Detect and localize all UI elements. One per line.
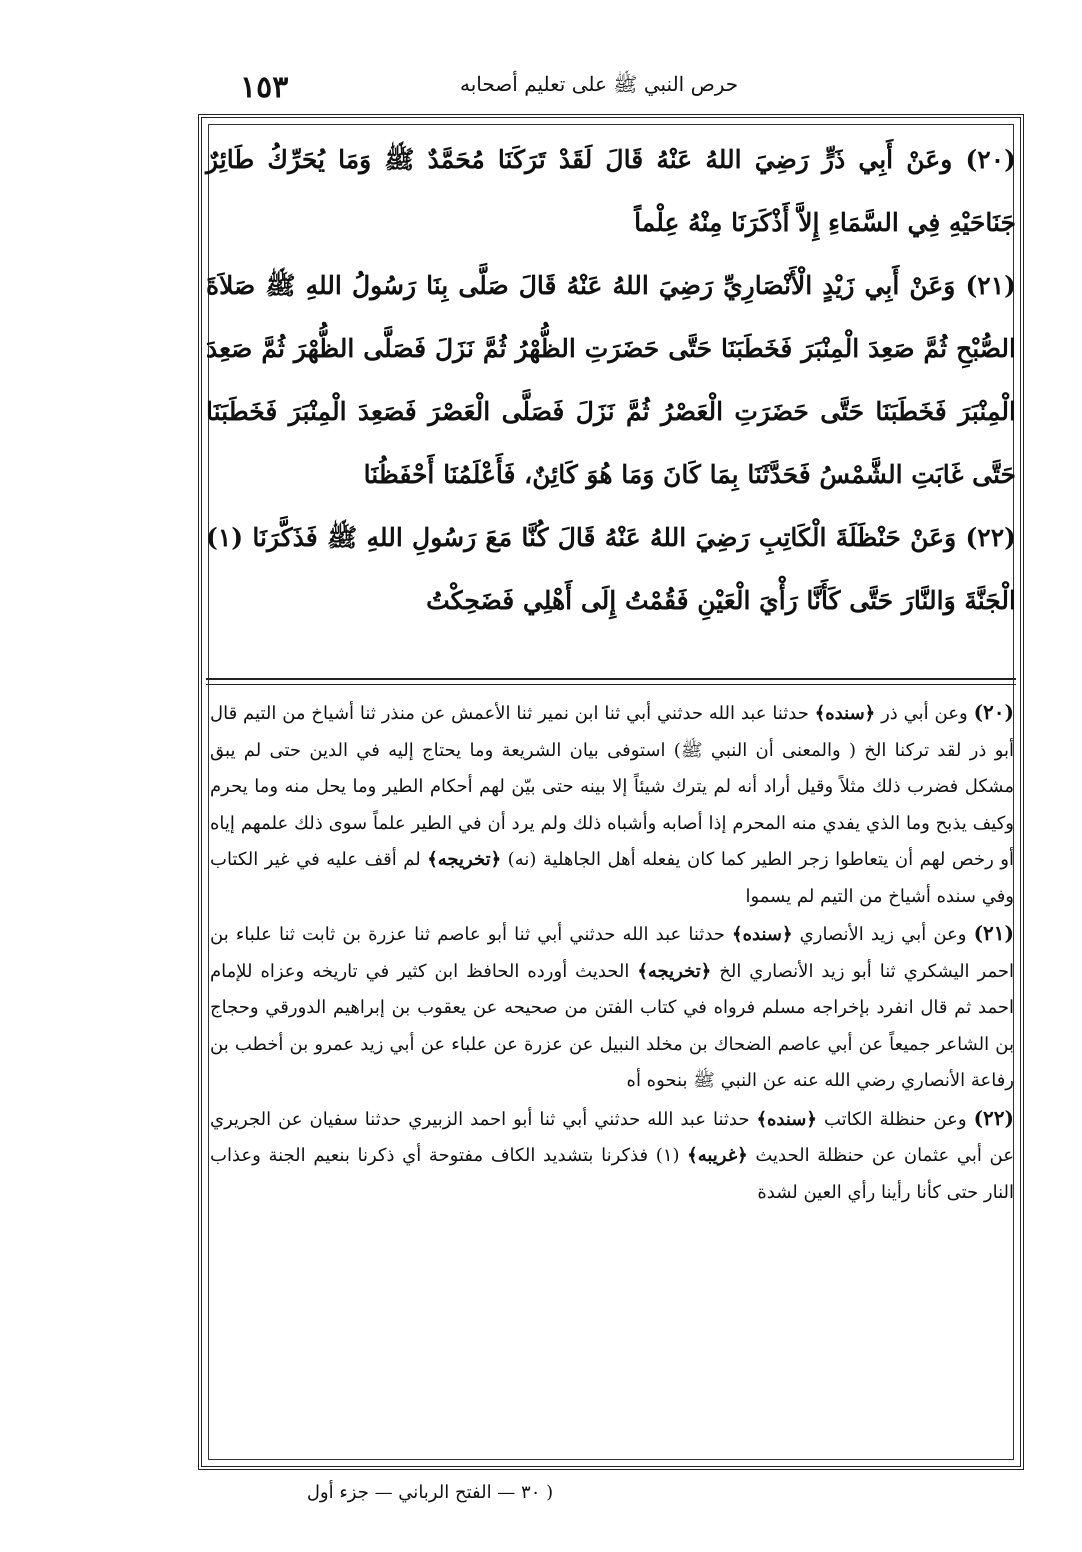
gharib-marker: ﴿غريبه﴾ [687, 1145, 748, 1166]
takhrij-marker: ﴿تخريجه﴾ [427, 849, 502, 870]
commentary [210, 694, 1014, 1211]
hadith-text [206, 128, 1016, 632]
hadith-21: (٢١) وَعَنْ أَبِي زَيْدٍ الْأَنْصَارِيِّ رَضِيَ اللهُ عَنْهُ قَالَ صَلَّى بِنَا رَسُولُ اللهِ ﷺ صَلاَةَ الصُّبْحِ ثُمَّ صَعِدَ الْمِنْبَرَ فَخَطَبَنَا حَتَّى حَضَرَتِ الظُّهْرُ ثُمَّ نَزَلَ فَصَلَّى الظُّهْرَ ثُمَّ صَعِدَ الْمِنْبَرَ فَخَطَبَنَا حَتَّى حَضَرَتِ الْعَصْرُ ثُمَّ نَزَلَ فَصَلَّى الْعَصْرَ فَصَعِدَ الْمِنْبَرَ فَخَطَبَنَا حَتَّى غَابَتِ الشَّمْسُ فَحَدَّثَنَا بِمَا كَانَ وَمَا هُوَ كَائِنٌ، فَأَعْلَمُنَا أَحْفَظُنَا [206, 271, 1016, 489]
running-title: حرص النبي ﷺ على تعليم أصحابه [460, 72, 739, 96]
footnote-head: وعن حنظلة الكاتب [823, 1108, 967, 1130]
footnote-20 [210, 694, 1014, 915]
footnote-body: حدثنا عبد الله حدثني أبي ثنا أبو عاصم ثنا عزرة بن ثابت ثنا علباء بن احمر اليشكري ثنا أبو زيد الأنصاري الخ [210, 924, 1014, 982]
footnote-22 [210, 1100, 1014, 1212]
page-header [200, 66, 1020, 106]
takhrij-marker: ﴿تخريجه﴾ [637, 960, 712, 982]
sanad-marker: ﴿سنده﴾ [814, 703, 876, 724]
hadith-20: (٢٠) وعَنْ أَبِي ذَرٍّ رَضِيَ اللهُ عَنْهُ قَالَ لَقَدْ تَرَكَنَا مُحَمَّدٌ ﷺ وَمَا يُحَرِّكُ طَائِرٌ جَنَاحَيْهِ فِي السَّمَاءِ إِلاَّ أَذْكَرَنَا مِنْهُ عِلْماً [206, 145, 1016, 237]
footnote-body: حدثنا عبد الله حدثني أبي ثنا ابن نمير ثنا الأعمش عن منذر ثنا أشياخ من التيم قال أبو ذر لقد تركنا الخ ( والمعنى أن النبي ﷺ) استوفى بيان الشريعة وما يحتاج إليه في الدين حتى لم يبق مشكل فضرب ذلك مثلاً وقيل أراد أنه لم يترك شيئاً إلا بينه حتى بيّن لهم أحكام الطير وما يحل منه وما يحرم وكيف يذبح وما الذي يفدي منه المحرم إذا أصابه وأشباه ذلك ولم يرد أن في الطير علماً سوى ذلك علمهم إياه أو رخص لهم أن يتعاطوا زجر الطير كما كان يفعله أهل الجاهلية (نه) [210, 703, 1014, 870]
hadith-22: (٢٢) وَعَنْ حَنْظَلَةَ الْكَاتِبِ رَضِيَ اللهُ عَنْهُ قَالَ كُنَّا مَعَ رَسُولِ اللهِ ﷺ فَذَكَّرَنَا (١) الْجَنَّةَ وَالنَّارَ حَتَّى كَأَنَّا رَأْيَ الْعَيْنِ فَقُمْتُ إِلَى أَهْلِي فَضَحِكْتُ [206, 523, 1016, 615]
sanad-marker: ﴿سنده﴾ [732, 924, 793, 945]
footnote-head: وعن أبي ذر [881, 703, 968, 724]
footnote-21 [210, 915, 1014, 1100]
page-footer: ( ٣٠ — الفتح الرباني — جزء أول [306, 1482, 554, 1503]
footnote-body: حدثنا عبد الله حدثني أبي ثنا أبو احمد الزبيري حدثنا سفيان عن الجريري عن أبي عثمان عن حنظلة الحديث [210, 1108, 1014, 1166]
page-number: ١٥٣ [240, 70, 289, 105]
footnote-gharib: (١) فذكرنا بتشديد الكاف مفتوحة أي ذكرنا بنعيم الجنة وعذاب النار حتى كأنا رأينا رأي العين لشدة [210, 1145, 1014, 1203]
footnote-number: (٢٠) [973, 700, 1014, 724]
sanad-marker: ﴿سنده﴾ [756, 1108, 817, 1130]
footnote-head: وعن أبي زيد الأنصاري [799, 924, 967, 945]
footnote-takhrij: لم أقف عليه في غير الكتاب وفي سنده أشياخ من التيم لم يسموا [210, 849, 1014, 907]
section-divider-thin [206, 684, 1016, 685]
footnote-number: (٢٢) [973, 1105, 1014, 1130]
section-divider [206, 678, 1016, 680]
footnote-takhrij: الحديث أورده الحافظ ابن كثير في تاريخه وعزاه للإمام احمد ثم قال انفرد بإخراجه مسلم فرواه في كتاب الفتن من صحيحه عن يعقوب بن إبراهيم الدورقي وحجاج بن الشاعر جميعاً عن أبي عاصم الضحاك بن مخلد النبيل عن عزرة عن علباء عن أبي زيد عمرو بن أخطب بن رفاعة الأنصاري رضي الله عنه عن النبي ﷺ بنحوه أه [210, 960, 1014, 1091]
footnote-number: (٢١) [973, 921, 1014, 945]
